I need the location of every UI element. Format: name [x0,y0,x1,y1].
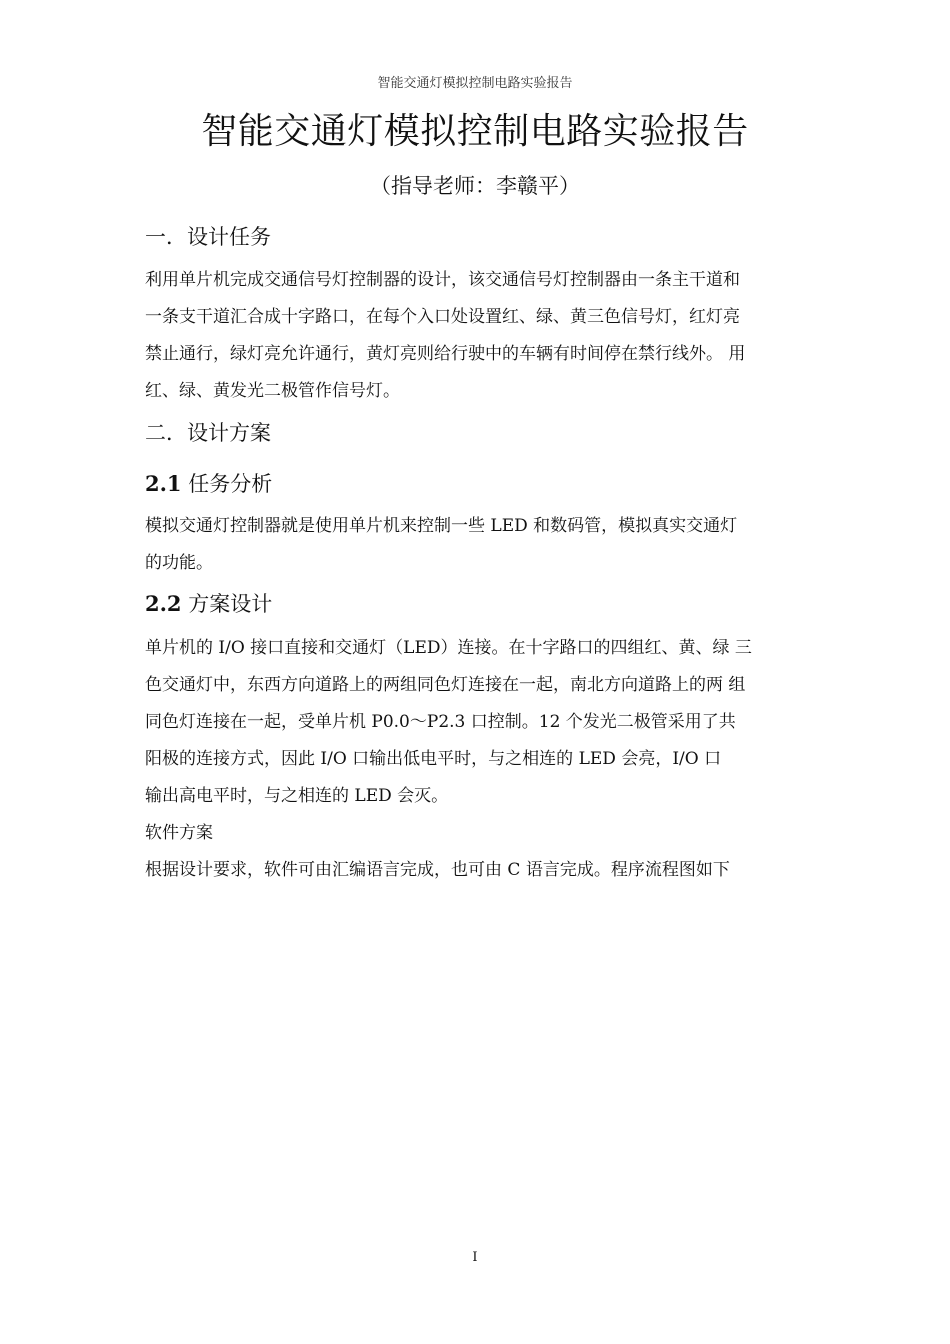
document-subtitle: （指导老师：李赣平） [370,174,580,198]
paragraph-line: 的功能。 [145,553,213,573]
paragraph-line: 同色灯连接在一起，受单片机 P0.0～P2.3 口控制。12 个发光二极管采用了共 [145,712,736,732]
paragraph-line: 红、绿、黄发光二极管作信号灯。 [145,381,400,401]
paragraph-line: 输出高电平时，与之相连的 LED 会灭。 [145,786,449,806]
paragraph-line: 色交通灯中，东西方向道路上的两组同色灯连接在一起，南北方向道路上的两 组 [145,675,746,695]
document-title: 智能交通灯模拟控制电路实验报告 [201,111,749,152]
subsection-heading-task-analysis [145,464,805,504]
subsection-title: 方案设计 [188,592,273,616]
paragraph-line: 根据设计要求，软件可由汇编语言完成，也可由 C 语言完成。程序流程图如下 [145,860,730,880]
paragraph-design-task [145,262,805,410]
section-heading-design-plan: 二．设计方案 [145,421,271,445]
document-body [145,220,805,889]
section-heading-design-task: 一．设计任务 [145,225,271,249]
subsection-heading-plan-design [145,584,805,624]
paragraph-line: 禁止通行，绿灯亮允许通行，黄灯亮则给行驶中的车辆有时间停在禁行线外。 用 [145,344,746,364]
paragraph-line: 利用单片机完成交通信号灯控制器的设计，该交通信号灯控制器由一条主干道和 [145,270,740,290]
paragraph-line: 阳极的连接方式，因此 I/O 口输出低电平时，与之相连的 LED 会亮，I/O 口 [145,749,722,769]
page-number: I [472,1250,478,1265]
paragraph-line: 模拟交通灯控制器就是使用单片机来控制一些 LED 和数码管，模拟真实交通灯 [145,516,738,536]
running-header: 智能交通灯模拟控制电路实验报告 [377,76,573,91]
subsection-number: 2.1 [145,471,182,496]
paragraph-software [145,815,805,889]
paragraph-plan-design [145,630,805,815]
paragraph-task-analysis [145,508,805,582]
software-label: 软件方案 [145,823,213,843]
subsection-title: 任务分析 [188,472,273,496]
subsection-number: 2.2 [145,591,182,616]
paragraph-line: 单片机的 I/O 接口直接和交通灯（LED）连接。在十字路口的四组红、黄、绿 三 [145,638,752,658]
paragraph-line: 一条支干道汇合成十字路口，在每个入口处设置红、绿、黄三色信号灯，红灯亮 [145,307,740,327]
